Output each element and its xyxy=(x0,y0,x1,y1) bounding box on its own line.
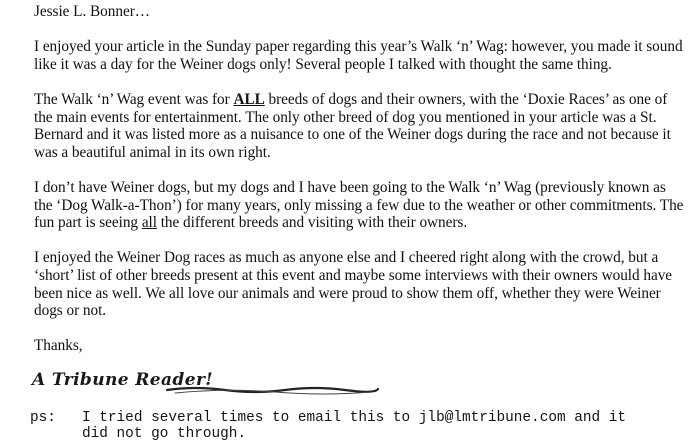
postscript-line-1: I tried several times to email this to jlb@lmtribune.com and it xyxy=(82,410,627,426)
paragraph-all-breeds-end: breeds of dogs and their owners, with the ‘Doxie Races’ as one of the main events for entertainment. The only other breed of dog you mentioned in your article was a St. Bernard and it was listed more as a nuisance to one of the Weiner dogs during the race and not because it was a beautiful animal in its own right. xyxy=(34,90,671,161)
closing: Thanks, xyxy=(34,337,83,355)
emphasis-all-caps: ALL xyxy=(233,90,265,108)
paragraph-article-feedback: I enjoyed your article in the Sunday paper regarding this year’s Walk ‘n’ Wag: however, you made it sound like it was a day for the Weiner dogs only! Several people I talked with thought the same thing. xyxy=(34,38,683,73)
paragraph-all-breeds-start: The Walk ‘n’ Wag event was for xyxy=(34,90,234,108)
letter-body xyxy=(34,3,686,372)
paragraph-walk-history xyxy=(34,179,686,232)
postscript-line-2: did not go through. xyxy=(82,426,247,442)
signature: A Tribune Reader! xyxy=(32,370,214,390)
paragraph-suggestion: I enjoyed the Weiner Dog races as much as anyone else and I cheered right along with the crowd, but a ‘short’ list of other breeds present at this event and maybe some interviews with their owners would have been nice as well. We all love our animals and were proud to show them off, whether they were Weiner dogs or not. xyxy=(34,249,673,320)
emphasis-all: all xyxy=(141,214,157,232)
paragraph-walk-history-end: the different breeds and visiting with their owners. xyxy=(156,214,468,232)
salutation: Jessie L. Bonner… xyxy=(34,3,150,20)
paragraph-all-breeds xyxy=(34,91,686,161)
paragraph-walk-history-start: I don’t have Weiner dogs, but my dogs and I have been going to the Walk ‘n’ Wag (previously known as the ‘Dog Walk-a-Thon’) for many years, only missing a few due to the weather or other commitments. The fun part is seeing xyxy=(34,178,684,232)
postscript-label: ps: xyxy=(30,410,56,426)
signature-flourish-icon xyxy=(165,384,380,396)
postscript xyxy=(30,410,626,442)
